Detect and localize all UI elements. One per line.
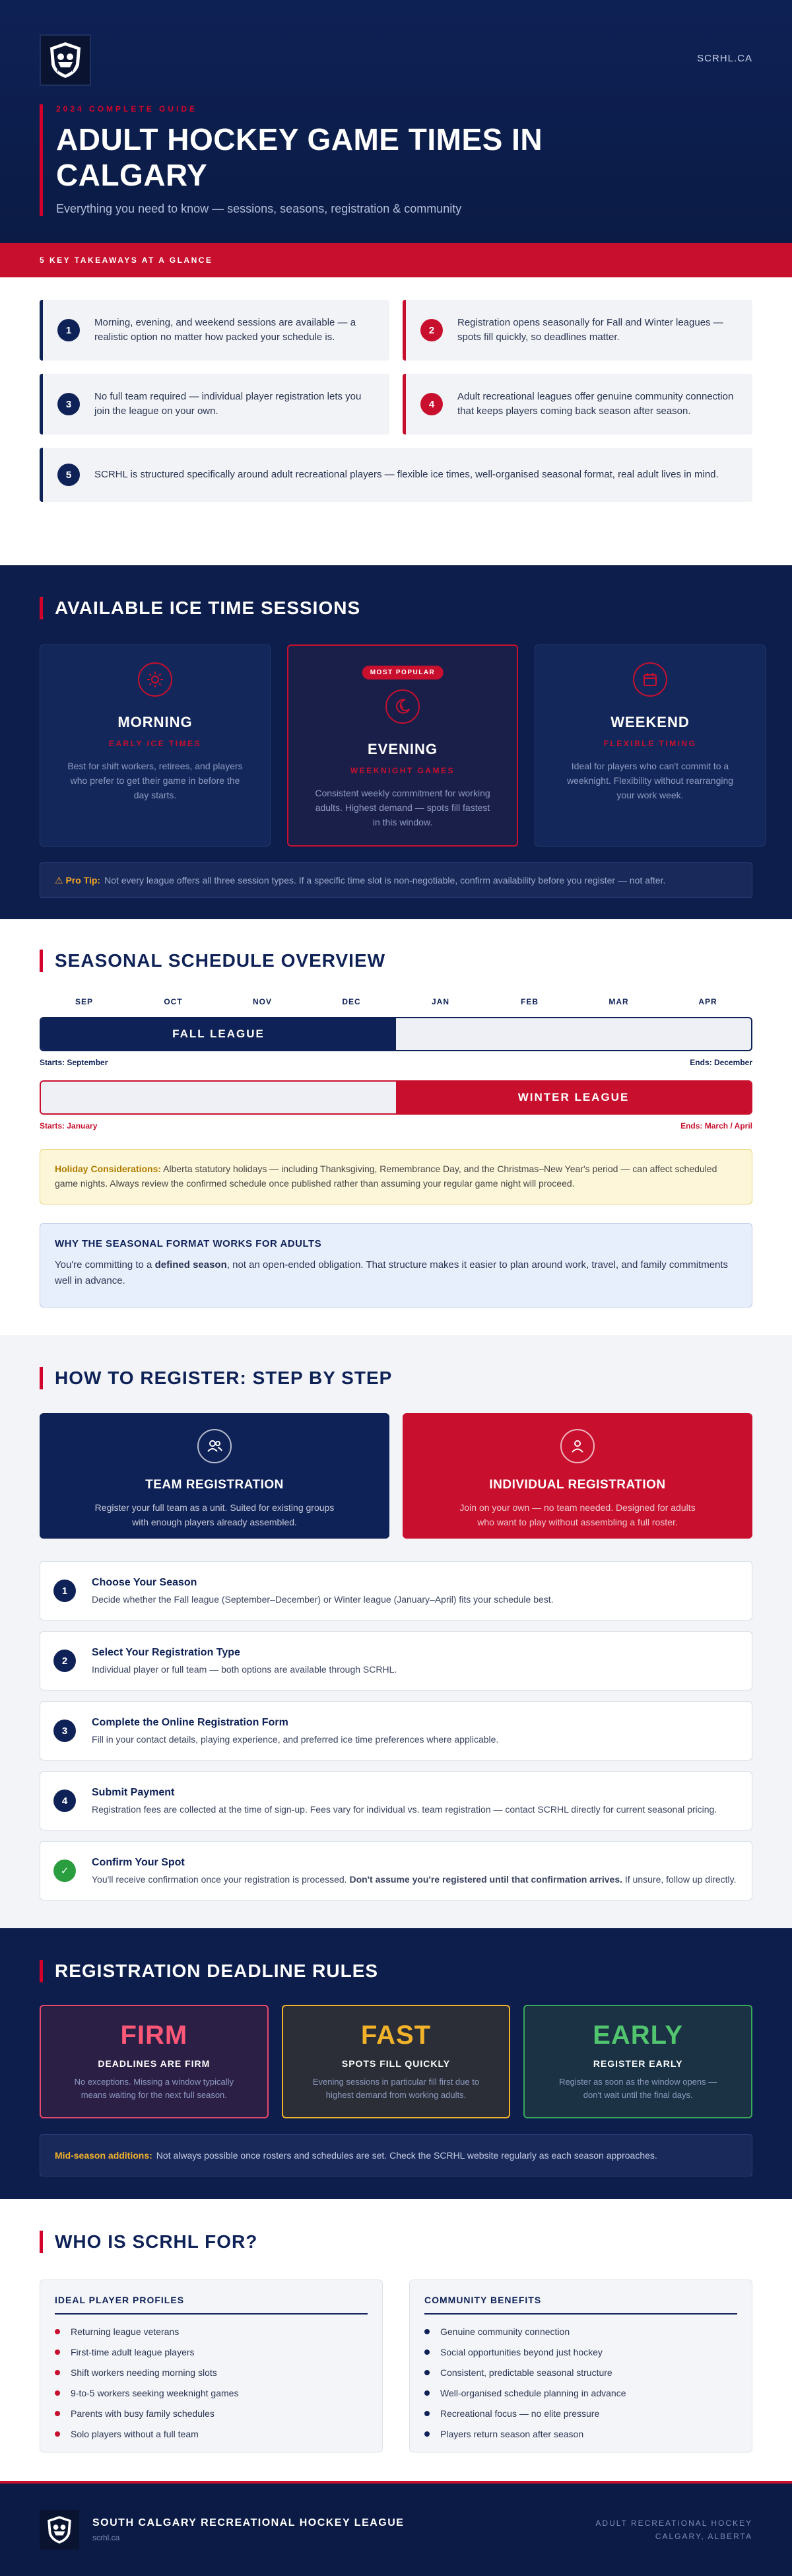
bullet-icon [55,2370,60,2375]
fall-league-empty [396,1018,751,1050]
why-text [55,1257,737,1289]
month-label: NOV [252,997,272,1006]
fall-league-dates [40,1058,752,1067]
step-title: Complete the Online Registration Form [92,1717,288,1728]
takeaway-card [40,374,389,435]
page-title: ADULT HOCKEY GAME TIMES IN CALGARY [56,122,543,192]
takeaways-section [0,277,792,565]
takeaway-number: 1 [57,319,80,341]
sun-icon [138,662,172,697]
step-desc [92,1874,737,1885]
session-tag: WEEKNIGHT GAMES [350,766,455,775]
site-link[interactable]: SCRHL.CA [697,53,752,64]
team-registration-desc: Register your full team as a unit. Suited for existing groups with enough players already assembled. [94,1502,335,1527]
player-profiles-card [40,2280,383,2453]
session-title: EVENING [367,741,438,757]
profiles-title: IDEAL PLAYER PROFILES [55,2295,368,2315]
list-item [424,2342,737,2362]
why-title: WHY THE SEASONAL FORMAT WORKS FOR ADULTS [55,1238,322,1249]
list-item-text: Genuine community connection [440,2326,570,2337]
takeaway-number: 5 [57,464,80,486]
register-heading: HOW TO REGISTER: STEP BY STEP [40,1367,752,1389]
bullet-icon [55,2390,60,2396]
takeaway-text: Morning, evening, and weekend sessions are available — a realistic option no matter how packed your schedule is. [94,317,356,343]
list-item [424,2321,737,2342]
bullet-icon [55,2431,60,2437]
footer-site-link[interactable]: scrhl.ca [92,2533,120,2542]
pro-tip-text: Not every league offers all three session types. If a specific time slot is non-negotiable, confirm availability before you register — not after. [104,875,666,886]
pro-tip-label: ⚠ Pro Tip: [55,874,101,886]
bullet-icon [55,2411,60,2416]
most-popular-badge: MOST POPULAR [362,666,444,679]
list-item [55,2423,368,2444]
footer-tagline [595,2517,752,2543]
session-title: WEEKEND [610,714,690,730]
page-subtitle: Everything you need to know — sessions, seasons, registration & community [56,202,462,215]
list-item [424,2403,737,2423]
sessions-heading: AVAILABLE ICE TIME SESSIONS [40,597,752,619]
footer-tagline-line: CALGARY, ALBERTA [655,2532,752,2541]
hockey-shield-icon [44,2514,75,2546]
register-step [40,1701,752,1760]
seasonal-section [0,919,792,1335]
register-step [40,1631,752,1690]
individual-registration-card[interactable] [403,1413,752,1539]
session-tag: FLEXIBLE TIMING [603,739,697,748]
confirm-text-post: If unsure, follow up directly. [624,1874,737,1885]
fall-league-track [40,1017,752,1051]
takeaway-card [403,300,752,361]
list-item [424,2383,737,2403]
month-label: APR [698,997,717,1006]
list-item [55,2362,368,2383]
list-item-text: First-time adult league players [71,2346,195,2357]
hero-eyebrow: 2024 COMPLETE GUIDE [56,104,198,114]
confirm-text-pre: You'll receive confirmation once your registration is processed. [92,1874,347,1885]
step-title: Choose Your Season [92,1577,197,1588]
deadline-title: SPOTS FILL QUICKLY [341,2058,451,2069]
list-item-text: Shift workers needing morning slots [71,2367,217,2378]
takeaway-card [40,300,389,361]
mid-season-label: Mid-season additions: [55,2150,152,2161]
deadline-card-fast [282,2005,511,2118]
session-desc: Ideal for players who can't commit to a weeknight. Flexibility without rearranging your work week. [566,761,734,800]
list-item-text: Players return season after season [440,2428,584,2439]
register-step [40,1771,752,1830]
session-title: MORNING [117,714,193,730]
individual-registration-desc: Join on your own — no team needed. Designed for adults who want to play without assembling a full roster. [459,1502,696,1527]
hockey-shield-icon [45,40,86,81]
footer-logo[interactable] [40,2510,79,2550]
list-item [424,2423,737,2444]
takeaway-card [403,374,752,435]
sessions-section [0,565,792,919]
bullet-icon [55,2350,60,2355]
list-item-text: Social opportunities beyond just hockey [440,2346,603,2357]
month-label: SEP [75,997,93,1006]
team-icon [197,1429,232,1463]
step-number: 3 [53,1720,76,1742]
fall-league-bar: FALL LEAGUE [41,1018,396,1050]
step-number: 1 [53,1580,76,1602]
winter-start: Starts: January [40,1121,98,1131]
benefits-title: COMMUNITY BENEFITS [424,2295,737,2315]
hero-header [0,0,792,243]
bullet-icon [424,2329,430,2334]
deadline-title: DEADLINES ARE FIRM [98,2058,211,2069]
session-tag: EARLY ICE TIMES [108,739,202,748]
month-label: FEB [521,997,539,1006]
list-item [55,2403,368,2423]
league-logo[interactable] [40,34,91,86]
community-benefits-card [409,2280,752,2453]
hero-text [40,104,752,216]
footer [0,2481,792,2576]
pro-tip-callout [40,862,752,898]
takeaway-number: 4 [420,393,443,415]
deadline-desc: No exceptions. Missing a window typically means waiting for the next full season. [74,2077,234,2100]
bullet-icon [424,2411,430,2416]
holiday-callout [40,1149,752,1204]
list-item [55,2342,368,2362]
winter-league-track [40,1080,752,1115]
deadline-desc: Evening sessions in particular fill first due to highest demand from working adults. [312,2077,480,2100]
deadline-heading: REGISTRATION DEADLINE RULES [40,1960,752,1982]
list-item-text: 9-to-5 workers seeking weeknight games [71,2387,239,2398]
who-section [0,2199,792,2481]
mid-season-text: Not always possible once rosters and schedules are set. Check the SCRHL website regularly as each season approaches. [156,2150,657,2161]
step-number: 2 [53,1650,76,1672]
month-axis [40,997,752,1006]
svg-text:HOCKEY: HOCKEY [57,69,74,73]
step-desc: Registration fees are collected at the time of sign-up. Fees vary for individual vs. team registration — contact SCRHL directly for current seasonal pricing. [92,1804,717,1815]
step-title: Select Your Registration Type [92,1647,240,1658]
deadline-desc: Register as soon as the window opens — don't wait until the final days. [559,2077,717,2100]
deadline-card-firm [40,2005,269,2118]
team-registration-title: TEAM REGISTRATION [145,1478,284,1492]
session-card-weekend [535,644,766,847]
list-item-text: Recreational focus — no elite pressure [440,2408,600,2419]
why-text-bold: defined season [154,1259,227,1271]
seasonal-heading: SEASONAL SCHEDULE OVERVIEW [40,950,752,972]
list-item-text: Returning league veterans [71,2326,180,2337]
why-seasonal-callout [40,1223,752,1307]
step-desc: Decide whether the Fall league (September–December) or Winter league (January–April) fits your schedule best. [92,1594,554,1605]
bullet-icon [424,2350,430,2355]
step-desc: Fill in your contact details, playing experience, and preferred ice time preferences where applicable. [92,1734,499,1745]
holiday-label: Holiday Considerations: [55,1164,162,1174]
takeaway-text: Registration opens seasonally for Fall and Winter leagues — spots fill quickly, so deadlines matter. [457,317,723,343]
list-item [55,2321,368,2342]
step-desc: Individual player or full team — both options are available through SCRHL. [92,1664,397,1675]
list-item-text: Consistent, predictable seasonal structure [440,2367,612,2378]
individual-registration-title: INDIVIDUAL REGISTRATION [489,1478,666,1492]
calendar-icon [633,662,667,697]
check-icon: ✓ [53,1860,76,1882]
deadline-keyword: FAST [360,2021,432,2050]
month-label: OCT [164,997,183,1006]
takeaway-text: No full team required — individual player registration lets you join the league on your own. [94,391,362,417]
holiday-text: Alberta statutory holidays — including Thanksgiving, Remembrance Day, and the Christmas–New Year's period — can affect scheduled game nights. Always review the confirmed schedule once published rather than assuming your regular game night will proceed. [55,1164,717,1189]
winter-end: Ends: March / April [680,1121,752,1131]
bullet-icon [424,2390,430,2396]
footer-title: SOUTH CALGARY RECREATIONAL HOCKEY LEAGUE [92,2517,405,2528]
session-card-evening [287,644,518,847]
fall-start: Starts: September [40,1058,108,1067]
bullet-icon [424,2370,430,2375]
step-title: Confirm Your Spot [92,1857,185,1868]
winter-league-dates [40,1121,752,1131]
session-desc: Consistent weekly commitment for working adults. Highest demand — spots fill fastest in this window. [315,788,490,827]
who-heading: WHO IS SCRHL FOR? [40,2231,752,2253]
deadline-section [0,1928,792,2199]
register-section [0,1335,792,1928]
deadline-keyword: FIRM [120,2021,188,2050]
takeaway-number: 2 [420,319,443,341]
takeaway-text: SCRHL is structured specifically around adult recreational players — flexible ice times, well-organised seasonal format, real adult lives in mind. [94,469,719,480]
session-card-morning [40,644,271,847]
moon-icon [385,689,420,724]
step-number: 4 [53,1790,76,1812]
fall-end: Ends: December [690,1058,752,1067]
mid-season-callout [40,2134,752,2176]
step-title: Submit Payment [92,1787,175,1798]
why-text-pre: You're committing to a [55,1259,152,1271]
bullet-icon [55,2329,60,2334]
person-icon [560,1429,595,1463]
month-label: DEC [342,997,361,1006]
list-item-text: Parents with busy family schedules [71,2408,214,2419]
winter-league-empty [41,1082,396,1113]
list-item [424,2362,737,2383]
takeaway-number: 3 [57,393,80,415]
deadline-card-early [523,2005,752,2118]
register-step-confirm [40,1841,752,1900]
winter-league-bar: WINTER LEAGUE [396,1082,751,1113]
why-text-post: , not an open-ended obligation. That structure makes it easier to plan around work, travel, and family commitments well in advance. [55,1259,729,1286]
bullet-icon [424,2431,430,2437]
confirm-text-bold: Don't assume you're registered until that confirmation arrives. [349,1874,623,1885]
month-label: MAR [609,997,629,1006]
takeaways-heading: 5 KEY TAKEAWAYS AT A GLANCE [0,243,792,277]
takeaway-card [40,448,752,502]
footer-tagline-line: ADULT RECREATIONAL HOCKEY [595,2519,752,2528]
list-item [55,2383,368,2403]
deadline-keyword: EARLY [593,2021,684,2050]
team-registration-card[interactable] [40,1413,389,1539]
list-item-text: Solo players without a full team [71,2428,199,2439]
list-item-text: Well-organised schedule planning in advance [440,2387,626,2398]
session-desc: Best for shift workers, retirees, and players who prefer to get their game in before the day starts. [67,761,243,800]
register-step [40,1561,752,1620]
deadline-title: REGISTER EARLY [593,2058,683,2069]
takeaway-text: Adult recreational leagues offer genuine community connection that keeps players coming back season after season. [457,391,734,417]
month-label: JAN [431,997,449,1006]
